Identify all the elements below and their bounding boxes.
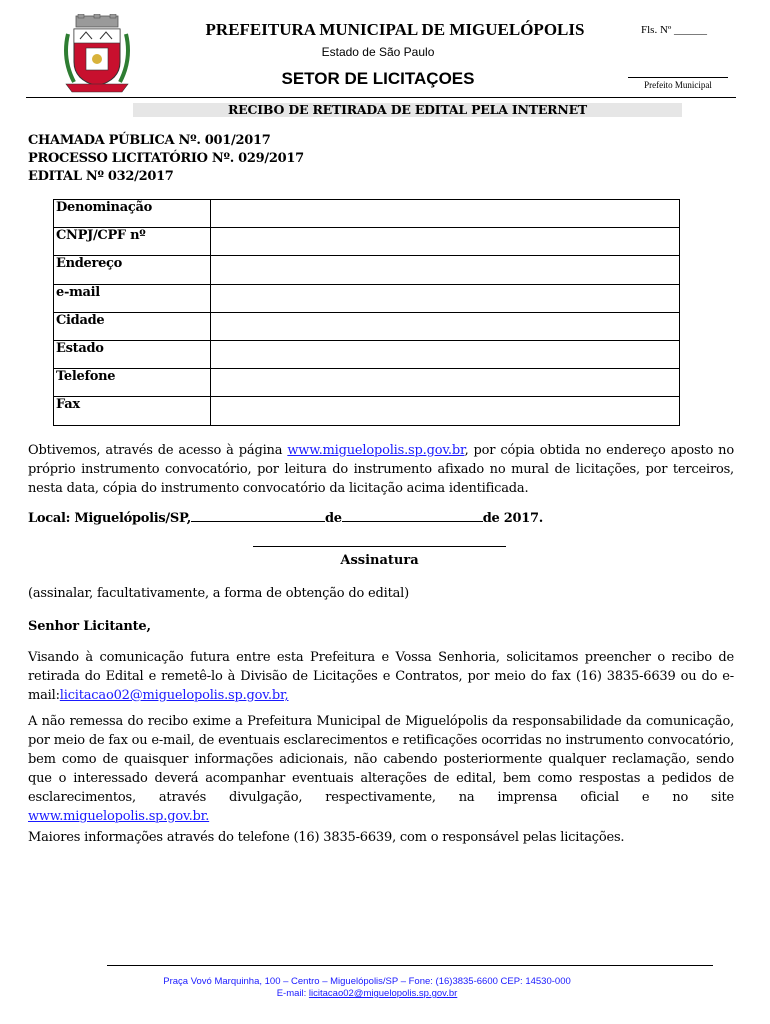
intro-text-end: , por cópia obtida no endereço aposto no próprio instrumento convocatório, por leitura do instrumento afixado no mural de licitações, por terceiros, nesta data, cópia do instrumento convocatório da licitação acima identificada. (28, 443, 734, 496)
local-prefix: Local: Miguelópolis/SP, (28, 511, 191, 526)
field-value-endereco[interactable] (211, 256, 680, 284)
bidder-info-table (53, 199, 680, 426)
chamada-publica-ref: CHAMADA PÚBLICA Nº. 001/2017 (28, 133, 271, 148)
field-label-cnpj-cpf: CNPJ/CPF nº (54, 228, 211, 256)
field-label-fax: Fax (54, 397, 211, 425)
communication-paragraph (28, 648, 734, 705)
disclaimer-text: A não remessa do recibo exime a Prefeitura Municipal de Miguelópolis da responsabilidade da comunicação, por meio de fax ou e-mail, de eventuais esclarecimentos e retificações ocorridas no instrumento convocatório, bem como de quaisquer informações adicionais, não cabendo posteriormente qualquer reclamação, sendo que o interessado deverá acompanhar eventuais alterações de edital, bem como respostas a pedidos de esclarecimentos, através divulgação, respectivamente, na imprensa oficial e no site (28, 714, 734, 805)
table-row (54, 256, 680, 284)
municipal-crest-logo (62, 14, 132, 94)
edital-ref: EDITAL Nº 032/2017 (28, 169, 174, 184)
prefeito-label: Prefeito Municipal (644, 80, 712, 90)
field-value-fax[interactable] (211, 397, 680, 425)
footer-divider (107, 965, 713, 966)
state-subtitle: Estado de São Paulo (321, 45, 435, 59)
salutation: Senhor Licitante, (28, 619, 151, 634)
field-value-cnpj-cpf[interactable] (211, 228, 680, 256)
local-de: de (324, 511, 342, 526)
table-row (54, 312, 680, 340)
footer-email-prefix: E-mail: (276, 988, 309, 999)
prefeito-signature-line (628, 77, 728, 78)
page-number-field: Fls. Nº ______ (641, 24, 708, 36)
field-value-telefone[interactable] (211, 369, 680, 397)
document-title: RECIBO DE RETIRADA DE EDITAL PELA INTERNET (227, 102, 587, 117)
processo-licitatorio-ref: PROCESSO LICITATÓRIO Nº. 029/2017 (28, 151, 304, 166)
email-link[interactable]: licitacao02@miguelopolis.sp.gov.br, (59, 688, 289, 703)
day-blank[interactable] (191, 509, 325, 522)
month-blank[interactable] (342, 509, 483, 522)
municipality-title: PREFEITURA MUNICIPAL DE MIGUELÓPOLIS (205, 20, 585, 39)
signature-label: Assinatura (340, 553, 419, 568)
sector-title: SETOR DE LICITAÇOES (281, 69, 475, 88)
disclaimer-paragraph (28, 712, 734, 826)
table-row (54, 397, 680, 425)
table-row (54, 340, 680, 368)
table-row (54, 369, 680, 397)
field-label-cidade: Cidade (54, 312, 211, 340)
local-date-line (28, 509, 543, 526)
table-row (54, 200, 680, 228)
intro-paragraph (28, 441, 734, 498)
website-link[interactable]: www.miguelopolis.sp.gov.br (287, 443, 465, 458)
field-label-telefone: Telefone (54, 369, 211, 397)
footer-email-line (107, 988, 627, 999)
field-value-estado[interactable] (211, 340, 680, 368)
obtention-note: (assinalar, facultativamente, a forma de obtenção do edital) (28, 586, 409, 601)
field-label-email: e-mail (54, 284, 211, 312)
footer-address: Praça Vovó Marquinha, 100 – Centro – Miguelópolis/SP – Fone: (16)3835-6600 CEP: 14530-000 (163, 976, 571, 987)
intro-text-start: Obtivemos, através de acesso à página (28, 443, 288, 458)
field-value-cidade[interactable] (211, 312, 680, 340)
field-label-estado: Estado (54, 340, 211, 368)
contact-info-paragraph: Maiores informações através do telefone (16) 3835-6639, com o responsável pelas licitações. (28, 830, 625, 845)
site-link[interactable]: www.miguelopolis.sp.gov.br. (28, 809, 210, 824)
header-divider (26, 97, 736, 98)
signature-line (253, 546, 506, 547)
field-label-denominacao: Denominação (54, 200, 211, 228)
communication-text: Visando à comunicação futura entre esta Prefeitura e Vossa Senhoria, solicitamos preencher o recibo de retirada do Edital e remetê-lo à Divisão de Licitações e Contratos, por meio do fax (16) 3835-6639 ou do e- mail: (28, 650, 734, 703)
table-row (54, 228, 680, 256)
footer-email-link[interactable]: licitacao02@miguelopolis.sp.gov.br (308, 988, 458, 999)
field-value-denominacao[interactable] (211, 200, 680, 228)
table-row (54, 284, 680, 312)
field-label-endereco: Endereço (54, 256, 211, 284)
local-year: de 2017. (482, 511, 543, 526)
field-value-email[interactable] (211, 284, 680, 312)
